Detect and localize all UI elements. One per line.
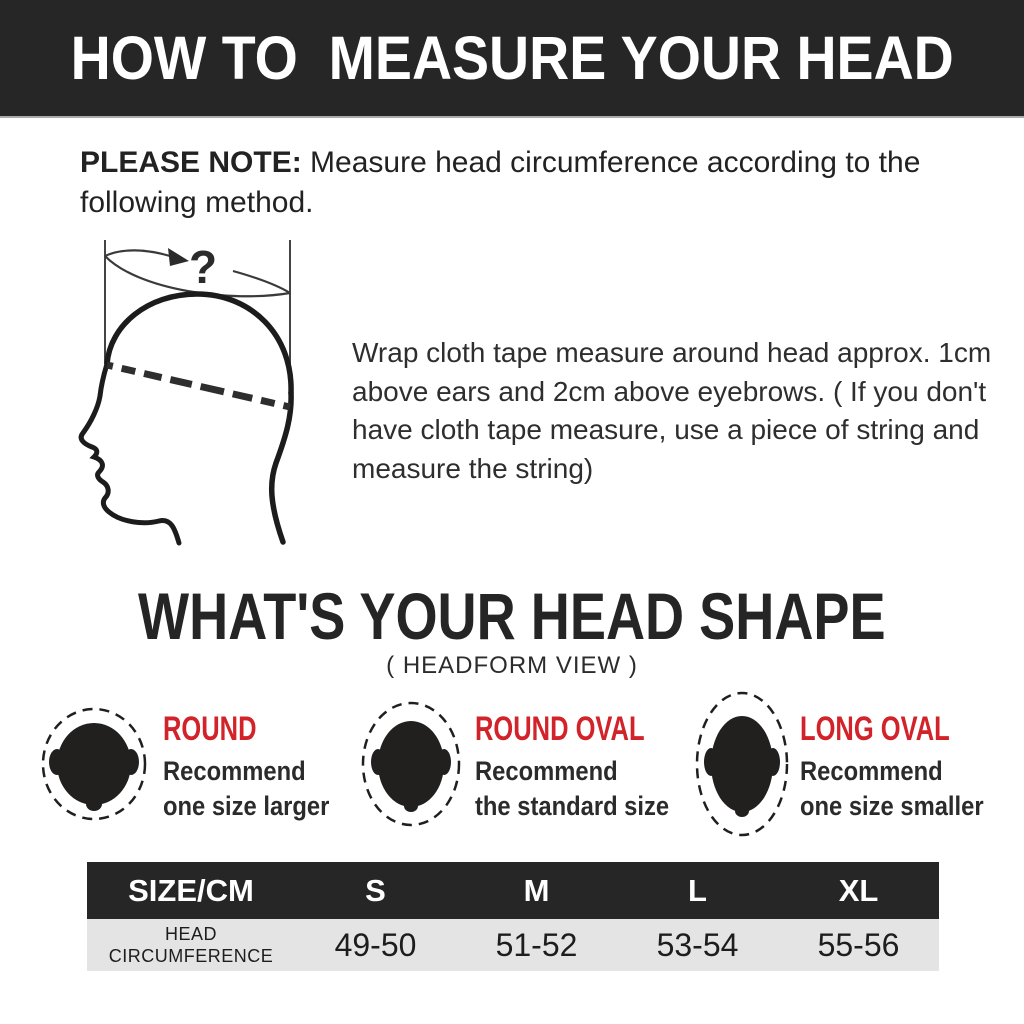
- note-text: [80, 143, 970, 223]
- round-head-icon: [24, 684, 164, 844]
- col-header-s: S: [295, 862, 456, 919]
- row-label-line2: CIRCUMFERENCE: [108, 946, 274, 966]
- head-shape-heading: WHAT'S YOUR HEAD SHAPE: [138, 579, 886, 653]
- round-rec-line2: one size larger: [163, 790, 330, 821]
- head-profile-illustration: [70, 236, 350, 566]
- neck-back-outline: [272, 393, 291, 542]
- long-oval-recommendation: [800, 754, 984, 824]
- tape-loop-right-arc: [233, 271, 290, 293]
- round-oval-recommendation: [475, 754, 674, 824]
- round-oval-head-icon: [341, 684, 481, 844]
- round-label: ROUND: [163, 710, 257, 748]
- col-header-xl: XL: [778, 862, 939, 919]
- head-circumference-row: [87, 919, 939, 971]
- col-header-l: L: [617, 862, 778, 919]
- round-oval-rec-line1: Recommend: [475, 755, 618, 786]
- face-outline: [81, 364, 179, 543]
- size-table-header-row: [87, 862, 939, 919]
- value-size-xl: 55-56: [778, 919, 939, 971]
- note-body: Measure head circumference according to the following method.: [80, 146, 921, 219]
- round-recommendation: [163, 754, 329, 824]
- row-label-head-circumference: [87, 919, 295, 971]
- row-label-line1: HEAD: [164, 923, 217, 944]
- col-header-m: M: [456, 862, 617, 919]
- skull-outline: [107, 294, 291, 393]
- question-mark: ?: [188, 241, 218, 293]
- note-label: PLEASE NOTE:: [80, 146, 302, 179]
- measuring-instruction: Wrap cloth tape measure around head approx. 1cm above ears and 2cm above eyebrows. ( If you don't have cloth tape measure, use a piece of string and measure the string): [352, 337, 992, 484]
- long-oval-head-icon: [672, 684, 812, 844]
- headform-view-subtitle: ( HEADFORM VIEW ): [386, 652, 638, 679]
- measure-dashed-line: [107, 365, 290, 407]
- round-oval-label: ROUND OVAL: [475, 710, 645, 748]
- value-size-l: 53-54: [617, 919, 778, 971]
- value-size-s: 49-50: [295, 919, 456, 971]
- long-oval-rec-line2: one size smaller: [800, 790, 984, 821]
- header-bar: [0, 0, 1024, 118]
- round-oval-shape-card: [475, 712, 701, 824]
- round-rec-line1: Recommend: [163, 755, 306, 786]
- round-oval-rec-line2: the standard size: [475, 790, 670, 821]
- head-shape-heading-wrap: [0, 578, 1024, 654]
- long-oval-shape-card: [800, 712, 1009, 824]
- arrow-head-icon: [168, 248, 189, 266]
- long-oval-label: LONG OVAL: [800, 710, 950, 748]
- tape-loop-arrow-arc: [105, 250, 170, 256]
- value-size-m: 51-52: [456, 919, 617, 971]
- size-chart-table: [87, 862, 939, 971]
- col-header-size-cm: SIZE/CM: [87, 862, 295, 919]
- round-shape-card: [163, 712, 352, 824]
- long-oval-rec-line1: Recommend: [800, 755, 943, 786]
- page-title: HOW TO MEASURE YOUR HEAD: [70, 24, 954, 92]
